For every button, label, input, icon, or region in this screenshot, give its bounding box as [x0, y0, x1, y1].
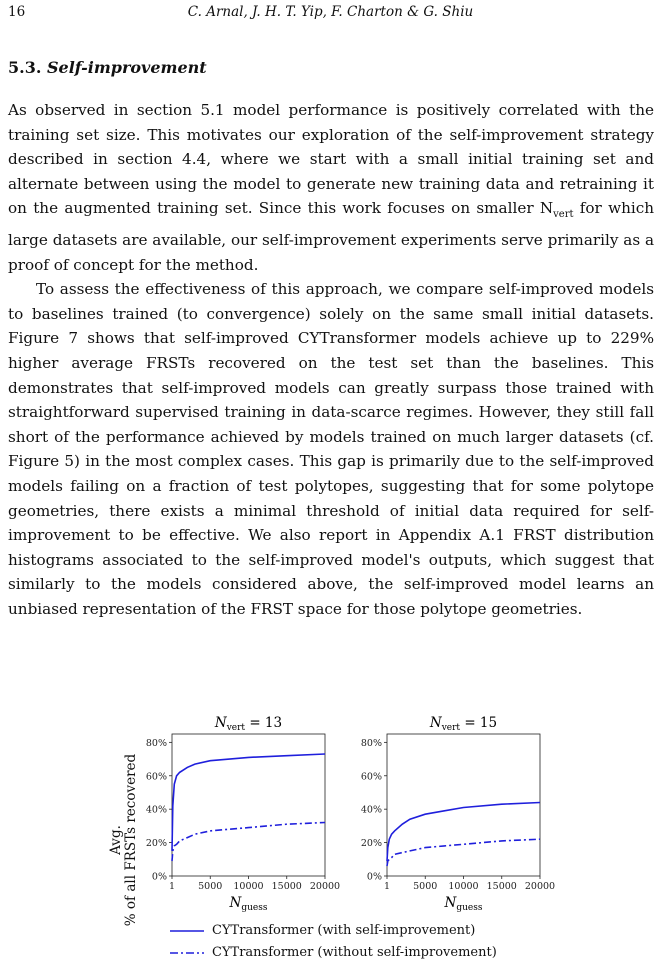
y-tick-label: 60%: [360, 771, 382, 783]
chart-title: [429, 715, 497, 733]
legend-label-with: CYTransformer (with self-improvement): [212, 923, 476, 938]
section-number: 5.3.: [8, 58, 42, 77]
page-header: [8, 4, 653, 24]
paragraph-1-text-end: for which large datasets are available, our self-improvement experiments serve primarily as a proof of concept for the method.: [8, 199, 655, 274]
x-tick-label: 15000: [486, 881, 517, 892]
y-tick-label: 80%: [145, 737, 167, 749]
x-tick-label: 10000: [233, 881, 264, 892]
body-text: [8, 98, 654, 622]
legend-label-without: CYTransformer (without self-improvement): [212, 945, 497, 960]
legend-line-solid: [170, 926, 204, 936]
x-tick-label: 1: [168, 881, 176, 892]
series-line-without-self-improvement: [172, 823, 325, 862]
chart-title-sub: vert: [226, 723, 246, 733]
y-tick-label: 0%: [151, 871, 167, 883]
x-axis-label-main: N: [444, 895, 457, 911]
chart-title-main: N: [429, 715, 442, 731]
nvert-subscript: vert: [553, 209, 574, 221]
chart-title: [214, 715, 282, 733]
x-tick-label: 15000: [271, 881, 302, 892]
y-tick-label: 20%: [360, 838, 382, 850]
series-line-with-self-improvement: [172, 754, 325, 851]
x-tick-label: 1: [383, 881, 391, 892]
x-tick-label: 5000: [413, 881, 438, 892]
chart-title-main: N: [214, 715, 227, 731]
x-tick-label: 5000: [198, 881, 223, 892]
paragraph-2: To assess the effectiveness of this approach, we compare self-improved models to baselines trained (to convergence) solely on the same small initial datasets. Figure 7 shows that self-improved CYTransformer models achieve up to 229% higher average FRSTs recovered on the test set than the baselines. This demonstrates that self-improved models can greatly surpass those trained with straightforward supervised training in data-scarce regimes. However, they still fall short of the performance achieved by models trained on much larger datasets (cf. Figure 5) in the most complex cases. This gap is primarily due to the self-improved models failing on a fraction of test polytopes, suggesting that for some polytope geometries, there exists a minimal threshold of initial data required for self-improvement to be effective. We also report in Appendix A.1 FRST distribution histograms associated to the self-improved model's outputs, which suggest that similarly to the models considered above, the self-improved model learns an unbiased representation of the FRST space for those polytope geometries.: [8, 280, 654, 618]
y-tick-label: 80%: [360, 737, 382, 749]
chart-title-sub: vert: [441, 723, 461, 733]
page-number: 16: [8, 4, 26, 20]
x-axis-label: [229, 895, 268, 913]
legend-entry-with: [170, 920, 497, 942]
ylabel-line-2: % of all FRSTs recovered: [123, 753, 139, 927]
section-title: Self-improvement: [46, 58, 207, 77]
y-tick-label: 60%: [145, 771, 167, 783]
chart-nvert-13: [130, 708, 340, 918]
section-heading: [8, 58, 207, 77]
x-tick-label: 20000: [309, 881, 340, 892]
legend-line-dashdot: [170, 948, 204, 958]
x-axis-label-main: N: [229, 895, 242, 911]
series-line-with-self-improvement: [387, 803, 540, 862]
chart-nvert-15: [345, 708, 555, 918]
legend-entry-without: [170, 942, 497, 964]
paragraph-1: [8, 98, 654, 277]
running-head: C. Arnal, J. H. T. Yip, F. Charton & G. Shiu: [187, 4, 474, 20]
y-tick-label: 40%: [145, 804, 167, 816]
y-tick-label: 0%: [366, 871, 382, 883]
x-axis-label: [444, 895, 483, 913]
x-tick-label: 20000: [524, 881, 555, 892]
series-line-without-self-improvement: [387, 839, 540, 866]
chart-title-suffix: = 15: [460, 715, 498, 731]
plot-frame: [387, 734, 540, 876]
x-axis-label-sub: guess: [456, 903, 483, 913]
paragraph-1-text: As observed in section 5.1 model performance is positively correlated with the training set size. This motivates our exploration of the self-improvement strategy described in section 4.4, where we start with a small initial training set and alternate between using the model to generate new training data and retraining it on the augmented training set. Since this work focuses on smaller N: [8, 101, 654, 218]
y-tick-label: 40%: [360, 804, 382, 816]
x-tick-label: 10000: [448, 881, 479, 892]
chart-title-suffix: = 13: [245, 715, 283, 731]
figure-legend: [170, 920, 497, 964]
y-tick-label: 20%: [145, 838, 167, 850]
x-axis-label-sub: guess: [241, 903, 268, 913]
ylabel-line-1: Avg.: [108, 825, 124, 855]
